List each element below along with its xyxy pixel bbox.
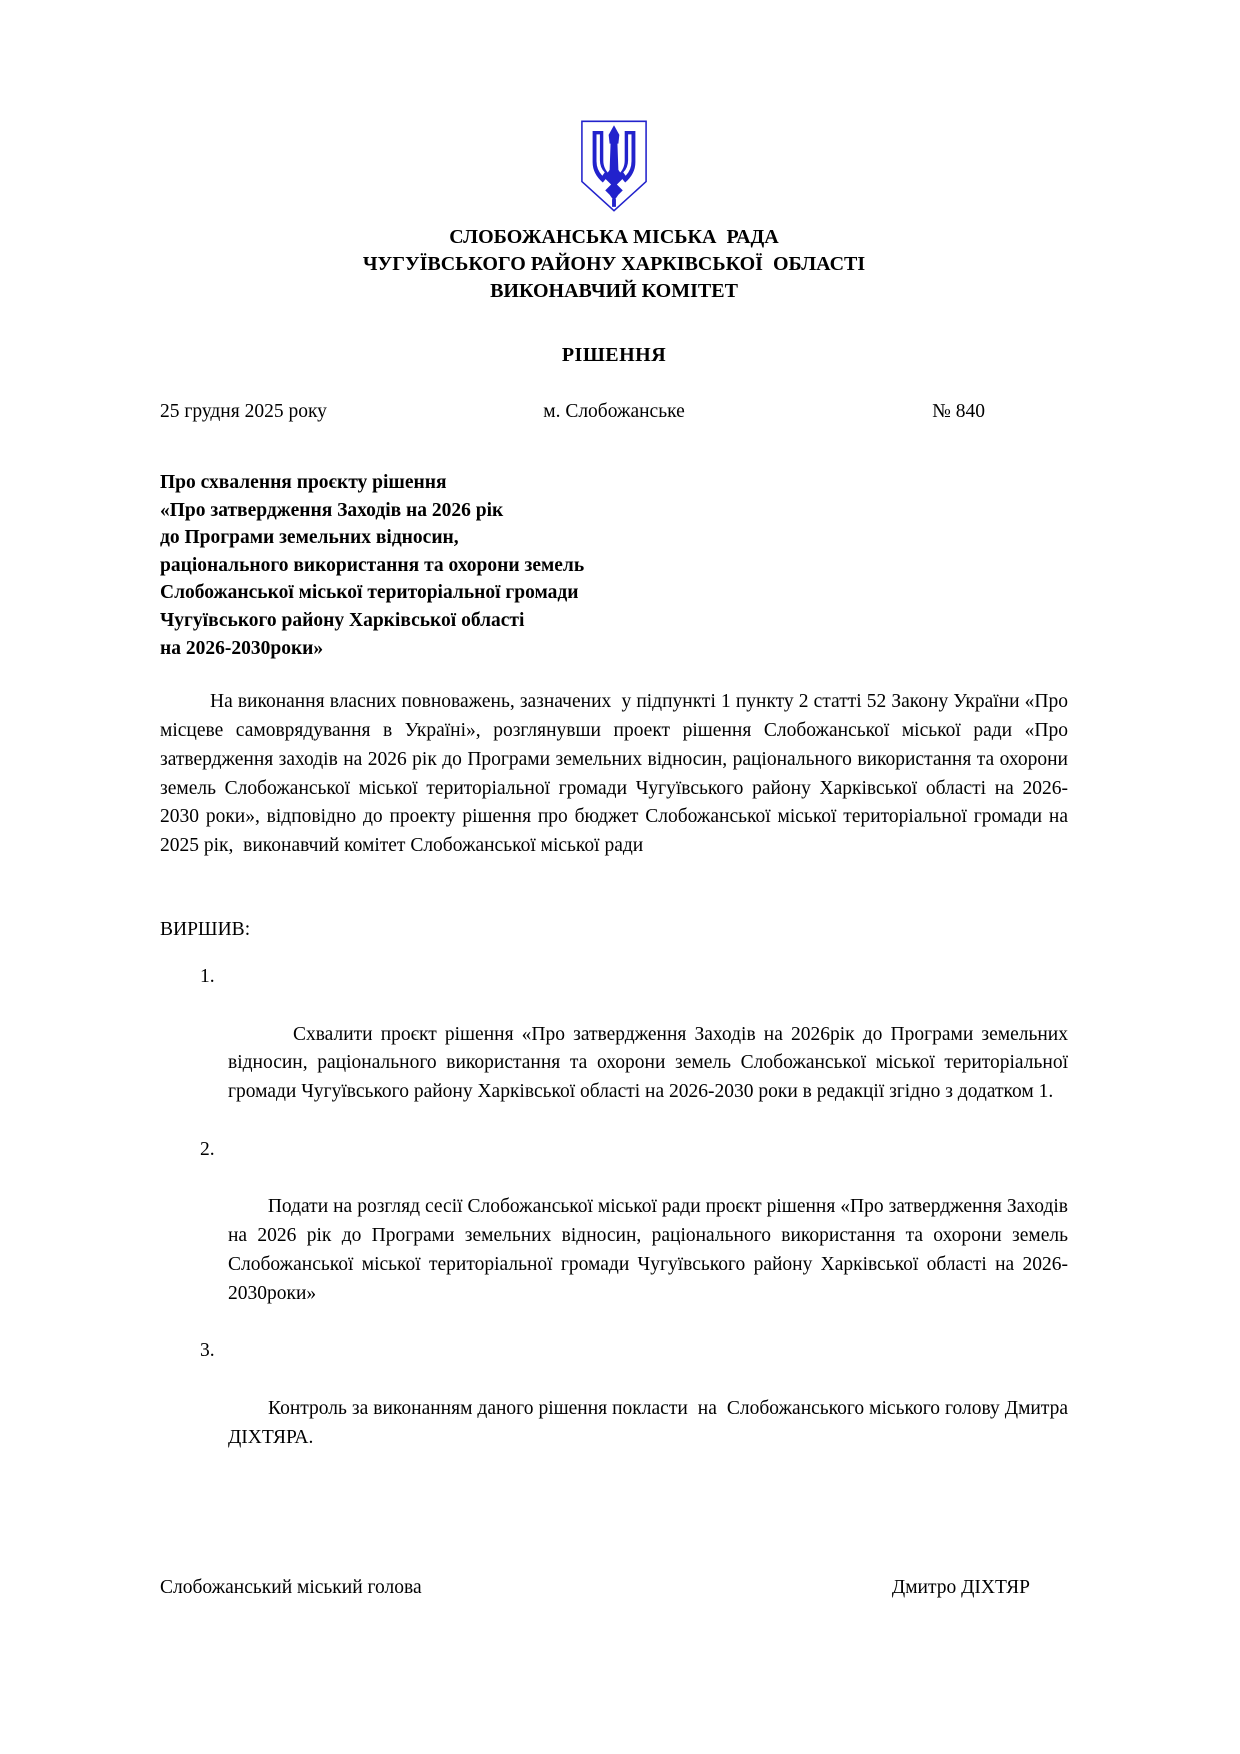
resolution-item-number: 1. [200,965,215,987]
preamble-paragraph: На виконання власних повноважень, зазначених у підпункті 1 пункту 2 статті 52 Закону України «Про місцеве самоврядування в Україні», розглянувши проект рішення Слобожанської міської ради «Про затвердження заходів на 2026 рік до Програми земельних відносин, раціонального використання та охорони земель Слобожанської міської територіальної громади Чугуївського району Харківської області на 2026-2030 роки», відповідно до проекту рішення про бюджет Слобожанської міської територіальної громади на 2025 рік, виконавчий комітет Слобожанської міської ради [160,691,1073,857]
resolution-item-2 [160,1136,1073,1338]
subject-line: Про схвалення проєкту рішення [160,472,447,493]
document-date: 25 грудня 2025 року [160,401,327,422]
subject-line: раціонального використання та охорони земель [160,554,585,576]
resolution-item-text: Контроль за виконанням даного рішення покласти на Слобожанського міського голову Дмитра ДІХТЯРА. [228,1397,1073,1448]
resolution-list [160,963,1073,1481]
subject-block [160,469,1068,662]
resolution-item-3 [160,1337,1073,1481]
org-name-line3: ВИКОНАВЧИЙ КОМІТЕТ [490,280,738,302]
subject-line: на 2026-2030роки» [160,637,324,659]
document-content [160,0,1073,1605]
signer-title: Слобожанський міський голова [160,1577,422,1599]
org-name-line2: ЧУГУЇВСЬКОГО РАЙОНУ ХАРКІВСЬКОЇ ОБЛАСТІ [362,253,866,275]
document-number: № 840 [932,401,985,422]
document-place: м. Слобожанське [543,401,685,422]
signature-row [160,1577,1068,1605]
subject-line: Чугуївського району Харківської області [160,609,525,631]
subject-line: до Програми земельних відносин, [160,527,459,549]
signer-name: Дмитро ДІХТЯР [891,1577,1030,1599]
resolution-heading: ВИРШИВ: [160,918,251,940]
meta-row [160,401,1068,427]
subject-line: «Про затвердження Заходів на 2026 рік [160,499,504,521]
resolution-item-number: 2. [200,1138,215,1160]
resolution-item-1 [160,963,1073,1136]
ukraine-trident-emblem-icon [579,118,649,216]
subject-line: Слобожанської міської територіальної громади [160,582,579,604]
resolution-item-number: 3. [200,1340,215,1362]
org-name-line1: СЛОБОЖАНСЬКА МІСЬКА РАДА [449,226,779,248]
resolution-item-text: Схвалити проєкт рішення «Про затвердження Заходів на 2026рік до Програми земельних відносин, раціонального використання та охорони земель Слобожанської міської територіальної громади Чугуївського району Харківської області на 2026-2030 роки в редакції згідно з додатком 1. [228,1023,1073,1103]
document-type-heading: РІШЕННЯ [561,344,667,366]
resolution-item-text: Подати на розгляд сесії Слобожанської міської ради проєкт рішення «Про затвердження Заходів на 2026 рік до Програми земельних відносин, раціонального використання та охорони земель Слобожанської міської територіальної громади Чугуївського району Харківської області на 2026-2030роки» [228,1196,1073,1304]
